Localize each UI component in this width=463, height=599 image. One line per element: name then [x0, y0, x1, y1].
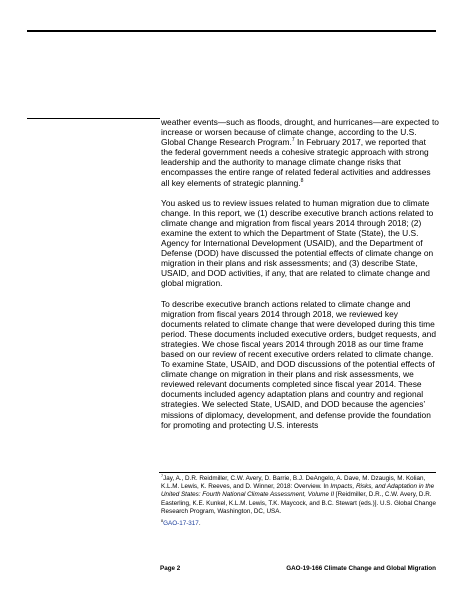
gao-report-link[interactable]: GAO-17-317 — [163, 520, 199, 528]
header-rule — [27, 30, 436, 32]
paragraph-3: To describe executive branch actions related to climate change and migration from fiscal years 2014 through 2018, we reviewed key documents related to climate change that were developed during this time period. These documents included executive orders, budget requests, and strategies. We chose fiscal years 2014 through 2018 as our time frame based on our review of recent executive orders related to climate change. To examine State, USAID, and DOD discussions of the potential effects of climate change on migration in their plans and risk assessments, we reviewed relevant documents completed since fiscal year 2014. These documents included agency adaptation plans and country and regional strategies. We selected State, USAID, and DOD because the agencies’ missions of diplomacy, development, and defense provide the foundation for promoting and protecting U.S. interests — [161, 298, 436, 430]
footnote-separator — [159, 472, 436, 473]
footnotes — [161, 475, 439, 532]
report-id: GAO-19-166 Climate Change and Global Migration — [286, 565, 436, 572]
paragraph-2: You asked us to review issues related to human migration due to climate change. In this report, we (1) describe executive branch actions related to climate change and migration from fiscal years 2014 through 2018; (2) examine the extent to which the Department of State (State), the U.S. Agency for International Development (USAID), and the Department of Defense (DOD) have discussed the potential effects of climate change on migration in their plans and risk assessments; and (3) describe State, USAID, and DOD activities, if any, that are related to climate change and global migration. — [161, 197, 434, 289]
footnote-7-title: Impacts, Risks, and Adaptation in the United States: Fourth National Climate Assessment, Volume II — [161, 483, 435, 499]
body-text — [161, 117, 439, 440]
paragraph-1-text-2: In February 2017, we reported that the federal government needs a cohesive strategic approach with strong leadership and the authority to manage climate change risks that encompasses the entire range of related federal activities and addresses all key elements of strategic planning. — [161, 137, 431, 188]
footnote-ref-7[interactable]: 7 — [291, 137, 295, 144]
footnote-8-period: . — [198, 520, 201, 528]
paragraph-1 — [161, 117, 439, 188]
footnote-7-text-2: [Reidmiller, D.R., C.W. Avery, D.R. Easterling, K.E. Kunkel, K.L.M. Lewis, T.K. Maycock, and B.C. Stewart (eds.)]. U.S. Global Change Research Program, Washington, DC, USA. — [161, 491, 436, 515]
footnote-8-number: 8 — [161, 518, 164, 523]
page-number: Page 2 — [160, 565, 181, 572]
footnote-7-number: 7 — [161, 473, 164, 478]
margin-rule — [27, 118, 160, 119]
footnote-7-text: Jay, A., D.R. Reidmiller, C.W. Avery, D. Barrie, B.J. DeAngelo, A. Dave, M. Dzaugis, M. Kolian, K.L.M. Lewis, K. Reeves, and D. Winner, 2018: Overview. In — [161, 475, 426, 491]
paragraph-1-text: weather events—such as floods, drought, and hurricanes—are expected to increase or worsen because of climate change, according to the U.S. Global Change Research Program. — [161, 117, 439, 148]
footnote-ref-8[interactable]: 8 — [300, 177, 304, 184]
footnote-7 — [161, 475, 439, 516]
footnote-8 — [161, 520, 439, 528]
